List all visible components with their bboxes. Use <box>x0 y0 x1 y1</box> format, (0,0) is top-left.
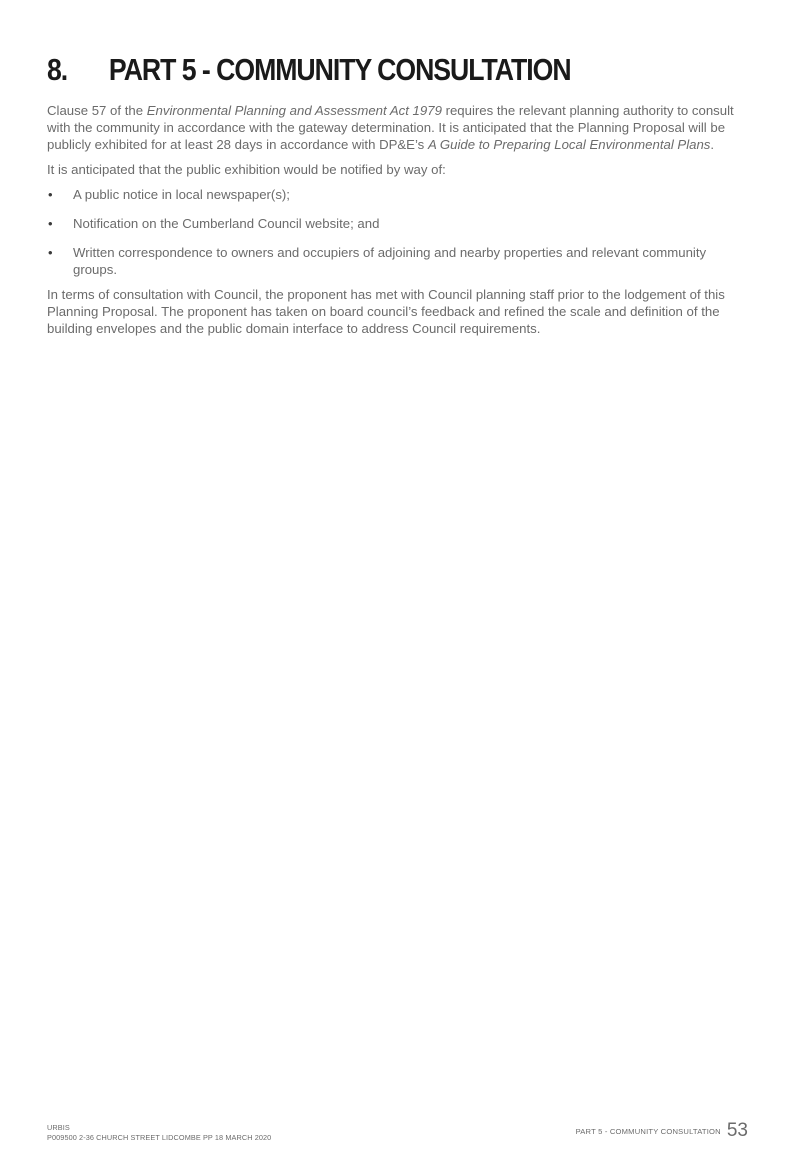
footer-company: URBIS <box>47 1123 70 1132</box>
footer-document-ref: P009500 2-36 CHURCH STREET LIDCOMBE PP 18 MARCH 2020 <box>47 1133 272 1142</box>
page-number: 53 <box>726 1120 748 1141</box>
footer-document-info <box>47 1123 271 1143</box>
paragraph-exhibition-intro: It is anticipated that the public exhibition would be notified by way of: <box>47 161 446 177</box>
paragraph-text: . <box>710 136 715 152</box>
act-title-italic: Environmental Planning and Assessment Act 1979 <box>146 103 442 118</box>
paragraph-clause-57 <box>47 103 747 154</box>
paragraph-council-consultation: In terms of consultation with Council, the proponent has met with Council planning staff prior to the lodgement of this Planning Proposal. The proponent has taken on board council’s feedback and refined the scale and definition of the building envelopes and the public domain interface to address Council requirements. <box>47 287 725 337</box>
list-item-text: Notification on the Cumberland Council website; and <box>73 216 380 232</box>
list-item-text: A public notice in local newspaper(s); <box>73 186 290 202</box>
bullet-icon: • <box>48 216 53 232</box>
body-content <box>47 103 747 346</box>
list-item <box>47 187 747 204</box>
bullet-icon: • <box>48 245 53 261</box>
bullet-icon: • <box>48 186 53 202</box>
notification-list <box>47 187 747 280</box>
list-item <box>47 245 747 279</box>
paragraph-text: Clause 57 of the <box>47 103 147 118</box>
footer-section-name: PART 5 - COMMUNITY CONSULTATION <box>575 1127 721 1136</box>
list-item <box>47 216 747 233</box>
section-title: PART 5 - COMMUNITY CONSULTATION <box>108 52 571 87</box>
paragraph-text: requires the relevant planning authority to consult with the community in accordance with the gateway determination. It is anticipated that the Planning Proposal will be publicly exhibited for at least 28 days in accordance with DP&E’s <box>47 103 734 152</box>
section-heading <box>47 50 571 90</box>
section-number: 8. <box>47 52 68 87</box>
footer-page-info <box>576 1120 748 1142</box>
list-item-text: Written correspondence to owners and occupiers of adjoining and nearby properties and relevant community groups. <box>73 245 707 278</box>
guide-title-italic: A Guide to Preparing Local Environmental Plans <box>427 136 711 152</box>
